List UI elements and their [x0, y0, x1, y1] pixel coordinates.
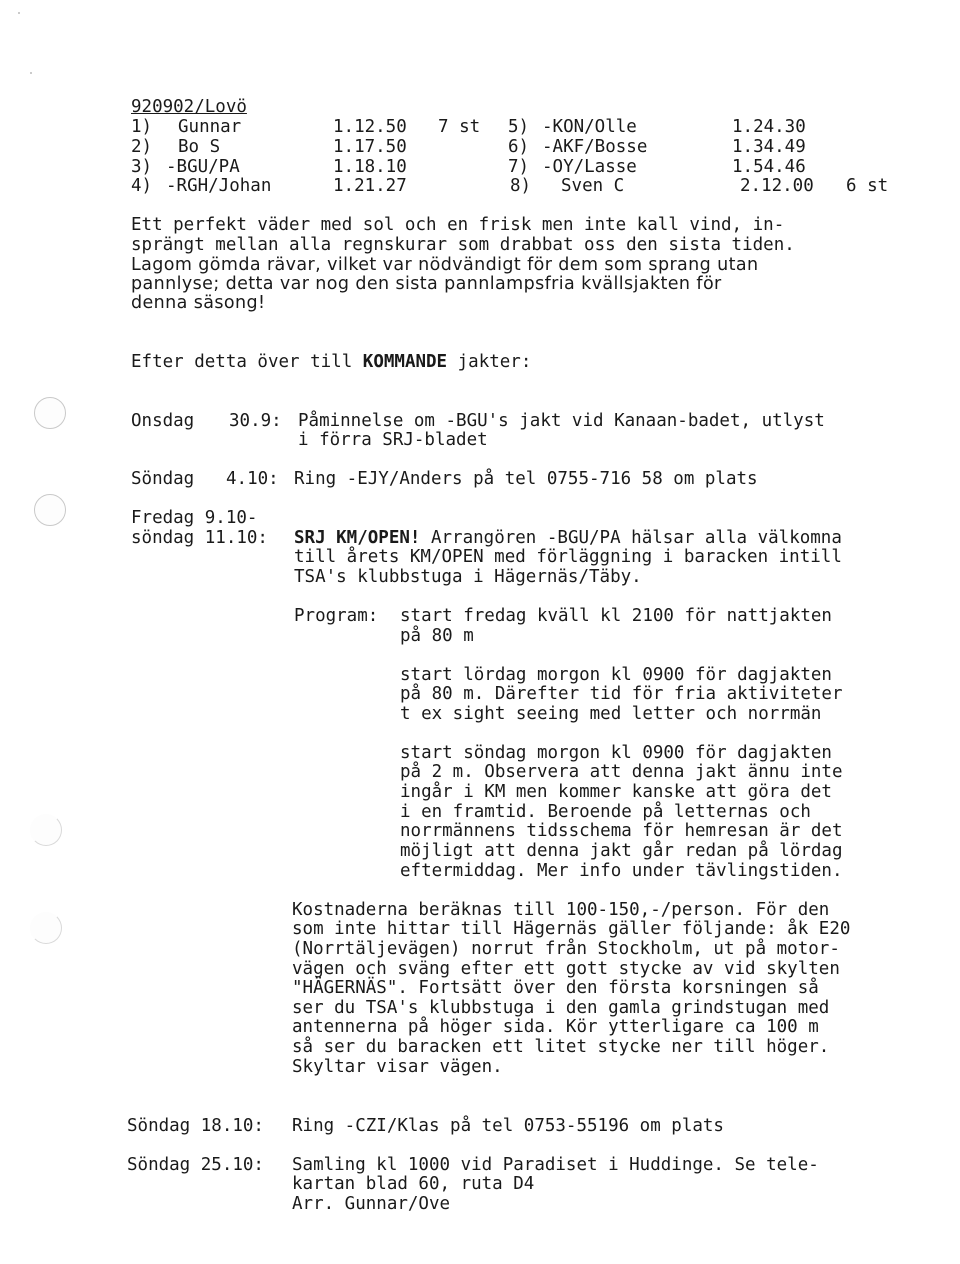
event-date: 30.9:: [229, 411, 282, 431]
upcoming-heading: [131, 353, 531, 373]
costs-line: ser du TSA's klubbstuga i den gamla grindstugan med: [292, 998, 830, 1018]
result-name: Bo S: [178, 137, 221, 157]
result-time: 1.21.27: [333, 176, 407, 196]
costs-line: som inte hittar till Hägernäs gäller följande: åk E20: [292, 919, 851, 939]
punch-hole: [34, 397, 66, 429]
event-day: söndag 11.10:: [131, 528, 268, 548]
result-pos: 6): [508, 137, 530, 157]
program-line: möjligt att denna jakt går redan på lördag: [400, 841, 843, 861]
punch-hole: [30, 814, 62, 846]
event-day: Fredag 9.10-: [131, 508, 258, 528]
upcoming-suffix: jakter:: [447, 352, 532, 372]
result-name: -RGH/Johan: [166, 176, 272, 196]
event-highlight: SRJ KM/OPEN!: [294, 528, 421, 548]
event-day: Onsdag: [131, 411, 195, 431]
event-day: Söndag: [131, 469, 195, 489]
intro-line: pannlyse; detta var nog den sista pannlampsfria kvällsjakten för: [131, 274, 722, 294]
intro-line: denna säsong!: [131, 293, 266, 313]
scan-speck: [30, 72, 32, 74]
result-pos: 2): [131, 137, 153, 157]
program-line: norrmännens tidsschema för hemresan är det: [400, 821, 843, 841]
program-label: Program:: [294, 606, 379, 626]
program-line: start söndag morgon kl 0900 för dagjakten: [400, 743, 832, 763]
result-name: -KON/Olle: [542, 117, 637, 137]
result-pos: 8): [510, 176, 532, 196]
program-line: start lördag morgon kl 0900 för dagjakten: [400, 665, 832, 685]
result-note: 7 st: [438, 117, 481, 137]
event-text: TSA's klubbstuga i Hägernäs/Täby.: [294, 567, 642, 587]
event-text-rest: Arrangören -BGU/PA hälsar alla välkomna: [420, 528, 842, 548]
intro-line: Ett perfekt väder med sol och en frisk men inte kall vind, in-: [131, 215, 785, 235]
result-time: 2.12.00: [740, 176, 814, 196]
result-note: 6 st: [846, 176, 889, 196]
result-time: 1.12.50: [333, 117, 407, 137]
result-time: 1.24.30: [732, 117, 806, 137]
event-day: Söndag 25.10:: [127, 1155, 264, 1175]
result-pos: 3): [131, 157, 153, 177]
result-name: Gunnar: [178, 117, 242, 137]
program-line: start fredag kväll kl 2100 för nattjakten: [400, 606, 832, 626]
result-pos: 1): [131, 117, 153, 137]
event-text: Samling kl 1000 vid Paradiset i Huddinge. Se tele-: [292, 1155, 819, 1175]
costs-line: (Norrtäljevägen) norrut från Stockholm, ut på motor-: [292, 939, 840, 959]
event-text: till årets KM/OPEN med förläggning i baracken intill: [294, 547, 842, 567]
costs-line: Kostnaderna beräknas till 100-150,-/person. För den: [292, 900, 830, 920]
upcoming-prefix: Efter detta över till: [131, 352, 363, 372]
result-time: 1.17.50: [333, 137, 407, 157]
costs-line: så ser du baracken ett litet stycke ner till höger.: [292, 1037, 830, 1057]
program-line: på 2 m. Observera att denna jakt ännu inte: [400, 762, 843, 782]
event-date: 4.10:: [226, 469, 279, 489]
result-pos: 5): [508, 117, 530, 137]
result-time: 1.18.10: [333, 157, 407, 177]
upcoming-bold: KOMMANDE: [362, 352, 448, 372]
result-pos: 7): [508, 157, 530, 177]
event-text: Påminnelse om -BGU's jakt vid Kanaan-badet, utlyst: [298, 411, 825, 431]
program-line: på 80 m. Därefter tid för fria aktiviteter: [400, 684, 843, 704]
event-text: Ring -CZI/Klas på tel 0753-55196 om plats: [292, 1116, 724, 1136]
event-text: Ring -EJY/Anders på tel 0755-716 58 om plats: [294, 469, 758, 489]
program-line: i en framtid. Beroende på letternas och: [400, 802, 811, 822]
intro-line: Lagom gömda rävar, vilket var nödvändigt för dem som sprang utan: [131, 255, 759, 275]
intro-line: sprängt mellan alla regnskurar som drabbat oss den sista tiden.: [131, 235, 795, 255]
costs-line: vägen och sväng efter ett gott stycke av vid skylten: [292, 959, 840, 979]
program-line: eftermiddag. Mer info under tävlingstiden.: [400, 861, 843, 881]
result-time: 1.54.46: [732, 157, 806, 177]
event-text: i förra SRJ-bladet: [298, 430, 488, 450]
program-line: t ex sight seeing med letter och norrmän: [400, 704, 822, 724]
result-name: -OY/Lasse: [542, 157, 637, 177]
event-text: Arr. Gunnar/Ove: [292, 1194, 451, 1214]
event-day: Söndag 18.10:: [127, 1116, 264, 1136]
punch-hole: [30, 912, 62, 944]
event-text: kartan blad 60, ruta D4: [292, 1174, 535, 1194]
costs-line: Skyltar visar vägen.: [292, 1057, 503, 1077]
punch-hole: [34, 494, 66, 526]
result-name: -BGU/PA: [166, 157, 240, 177]
costs-line: "HÄGERNÄS". Fortsätt över den första korsningen så: [292, 978, 819, 998]
result-name: Sven C: [561, 176, 625, 196]
scan-speck: [18, 12, 20, 14]
costs-line: antennerna på höger sida. Kör ytterligare ca 100 m: [292, 1017, 819, 1037]
result-pos: 4): [131, 176, 153, 196]
result-time: 1.34.49: [732, 137, 806, 157]
result-name: -AKF/Bosse: [542, 137, 648, 157]
program-line: ingår i KM men kommer kanske att göra det: [400, 782, 832, 802]
page-title: 920902/Lovö: [131, 97, 247, 117]
program-line: på 80 m: [400, 626, 474, 646]
event-text: [294, 529, 842, 549]
